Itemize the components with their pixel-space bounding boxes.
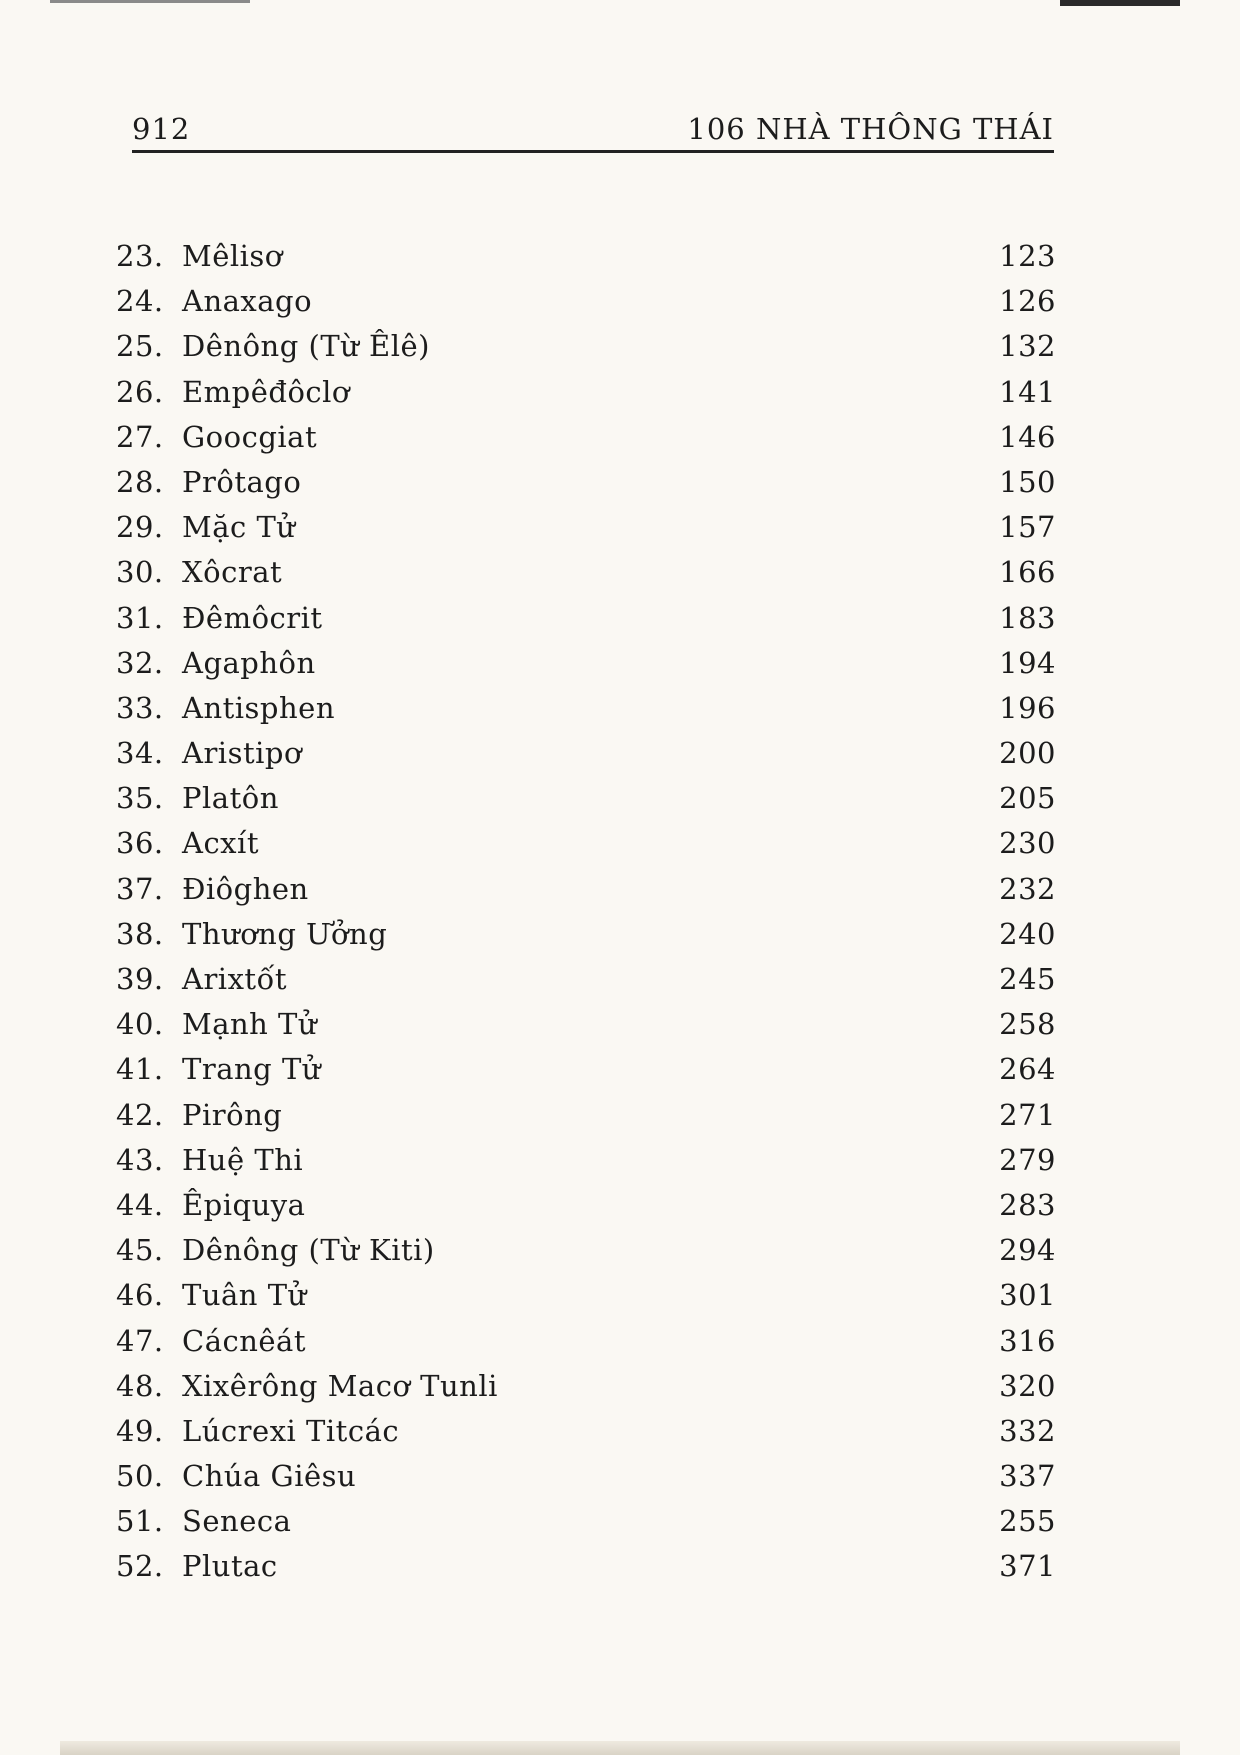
entry-page-number: 232 <box>999 871 1056 906</box>
entry-name: Aristipơ <box>182 736 302 771</box>
entry-number: 45. <box>116 1233 164 1268</box>
toc-entry <box>116 1093 1056 1138</box>
toc-entry <box>116 821 1056 866</box>
entry-number: 24. <box>116 284 164 319</box>
entry-number: 23. <box>116 239 164 273</box>
entry-number: 38. <box>116 916 164 951</box>
entry-number: 43. <box>116 1142 164 1177</box>
toc-entry <box>116 1319 1056 1364</box>
entry-page-number: 264 <box>999 1052 1056 1087</box>
entry-page-number: 200 <box>999 736 1056 771</box>
entry-name: Goocgiat <box>182 419 318 454</box>
entry-name: Dênông (Từ Êlê) <box>182 329 430 364</box>
page-top-edge-right <box>1060 0 1180 6</box>
entry-page-number: 294 <box>999 1233 1056 1268</box>
entry-number: 47. <box>116 1323 164 1358</box>
entry-name: Mêlisơ <box>182 239 283 273</box>
entry-number: 48. <box>116 1368 164 1403</box>
entry-page-number: 332 <box>999 1413 1056 1448</box>
entry-page-number: 283 <box>999 1187 1056 1222</box>
entry-name: Chúa Giêsu <box>182 1459 357 1494</box>
entry-number: 42. <box>116 1097 164 1132</box>
toc-entry <box>116 1002 1056 1047</box>
entry-number: 35. <box>116 781 164 816</box>
entry-number: 49. <box>116 1413 164 1448</box>
toc-entry <box>116 1364 1056 1409</box>
entry-page-number: 245 <box>999 962 1056 996</box>
toc-entry <box>116 234 1056 279</box>
entry-page-number: 320 <box>999 1368 1056 1403</box>
book-title: 106 NHÀ THÔNG THÁI <box>687 112 1054 146</box>
entry-name: Platôn <box>182 781 279 816</box>
header-rule <box>132 150 1054 153</box>
toc-entry <box>116 1183 1056 1228</box>
toc-entry <box>116 1228 1056 1273</box>
page-number: 912 <box>132 112 191 146</box>
entry-number: 25. <box>116 329 164 364</box>
toc-entry <box>116 505 1056 550</box>
entry-name: Dênông (Từ Kiti) <box>182 1233 435 1268</box>
toc-entry <box>116 1454 1056 1499</box>
toc-entry <box>116 957 1056 1002</box>
entry-name: Agaphôn <box>182 645 316 680</box>
entry-number: 26. <box>116 374 164 409</box>
entry-page-number: 194 <box>999 645 1056 680</box>
entry-name: Xixêrông Macơ Tunli <box>182 1368 498 1403</box>
toc-entry <box>116 370 1056 415</box>
toc-entry <box>116 279 1056 324</box>
page-top-edge <box>50 0 250 3</box>
entry-name: Plutac <box>182 1549 278 1584</box>
entry-page-number: 126 <box>999 284 1056 319</box>
page-bottom-edge <box>60 1741 1180 1755</box>
entry-number: 44. <box>116 1187 164 1222</box>
entry-name: Pirông <box>182 1097 283 1132</box>
entry-name: Arixtốt <box>182 962 287 996</box>
entry-number: 37. <box>116 871 164 906</box>
entry-name: Trang Tử <box>182 1052 321 1087</box>
entry-number: 33. <box>116 690 164 725</box>
entry-number: 31. <box>116 600 164 635</box>
entry-page-number: 123 <box>999 239 1056 273</box>
entry-number: 27. <box>116 419 164 454</box>
entry-name: Huệ Thi <box>182 1142 304 1177</box>
running-head <box>132 108 1054 148</box>
entry-name: Anaxago <box>182 284 313 319</box>
entry-name: Cácnêát <box>182 1323 307 1358</box>
entry-number: 29. <box>116 510 164 545</box>
entry-number: 50. <box>116 1459 164 1494</box>
entry-name: Acxít <box>182 826 259 861</box>
entry-number: 34. <box>116 736 164 771</box>
entry-name: Prôtago <box>182 464 302 499</box>
toc-entry <box>116 776 1056 821</box>
entry-name: Mặc Tử <box>182 510 296 545</box>
toc-entry <box>116 1544 1056 1589</box>
entry-name: Empêđôclơ <box>182 374 350 409</box>
entry-page-number: 166 <box>999 555 1056 590</box>
table-of-contents <box>116 234 1056 1590</box>
toc-entry <box>116 1047 1056 1092</box>
entry-page-number: 230 <box>999 826 1056 861</box>
entry-number: 40. <box>116 1007 164 1042</box>
toc-entry <box>116 550 1056 595</box>
entry-page-number: 258 <box>999 1007 1056 1042</box>
entry-name: Lúcrexi Titcác <box>182 1413 400 1448</box>
toc-entry <box>116 324 1056 369</box>
toc-entry <box>116 415 1056 460</box>
entry-page-number: 301 <box>999 1278 1056 1313</box>
entry-number: 36. <box>116 826 164 861</box>
entry-page-number: 255 <box>999 1504 1056 1539</box>
toc-entry <box>116 460 1056 505</box>
entry-page-number: 337 <box>999 1459 1056 1494</box>
toc-entry <box>116 731 1056 776</box>
entry-number: 28. <box>116 464 164 499</box>
entry-page-number: 183 <box>999 600 1056 635</box>
toc-entry <box>116 641 1056 686</box>
entry-number: 30. <box>116 555 164 590</box>
toc-entry <box>116 1273 1056 1318</box>
toc-entry <box>116 867 1056 912</box>
entry-page-number: 132 <box>999 329 1056 364</box>
entry-name: Antisphen <box>182 690 336 725</box>
entry-name: Tuân Tử <box>182 1278 307 1313</box>
entry-page-number: 271 <box>999 1097 1056 1132</box>
entry-number: 52. <box>116 1549 164 1584</box>
entry-page-number: 141 <box>999 374 1056 409</box>
entry-page-number: 146 <box>999 419 1056 454</box>
entry-name: Seneca <box>182 1504 292 1539</box>
entry-page-number: 157 <box>999 510 1056 545</box>
entry-number: 39. <box>116 962 164 996</box>
entry-page-number: 205 <box>999 781 1056 816</box>
entry-name: Đêmôcrit <box>182 600 323 635</box>
toc-entry <box>116 596 1056 641</box>
toc-entry <box>116 1499 1056 1544</box>
toc-entry <box>116 1409 1056 1454</box>
toc-entry <box>116 686 1056 731</box>
entry-page-number: 150 <box>999 464 1056 499</box>
entry-name: Điôghen <box>182 871 309 906</box>
entry-name: Mạnh Tử <box>182 1007 318 1042</box>
entry-page-number: 196 <box>999 690 1056 725</box>
entry-page-number: 279 <box>999 1142 1056 1177</box>
entry-name: Êpiquya <box>182 1187 306 1222</box>
entry-name: Thương Ưởng <box>182 916 388 951</box>
entry-name: Xôcrat <box>182 555 283 590</box>
toc-entry <box>116 912 1056 957</box>
entry-page-number: 240 <box>999 916 1056 951</box>
entry-number: 51. <box>116 1504 164 1539</box>
entry-number: 46. <box>116 1278 164 1313</box>
toc-entry <box>116 1138 1056 1183</box>
entry-number: 41. <box>116 1052 164 1087</box>
entry-page-number: 316 <box>999 1323 1056 1358</box>
entry-page-number: 371 <box>999 1549 1056 1584</box>
entry-number: 32. <box>116 645 164 680</box>
